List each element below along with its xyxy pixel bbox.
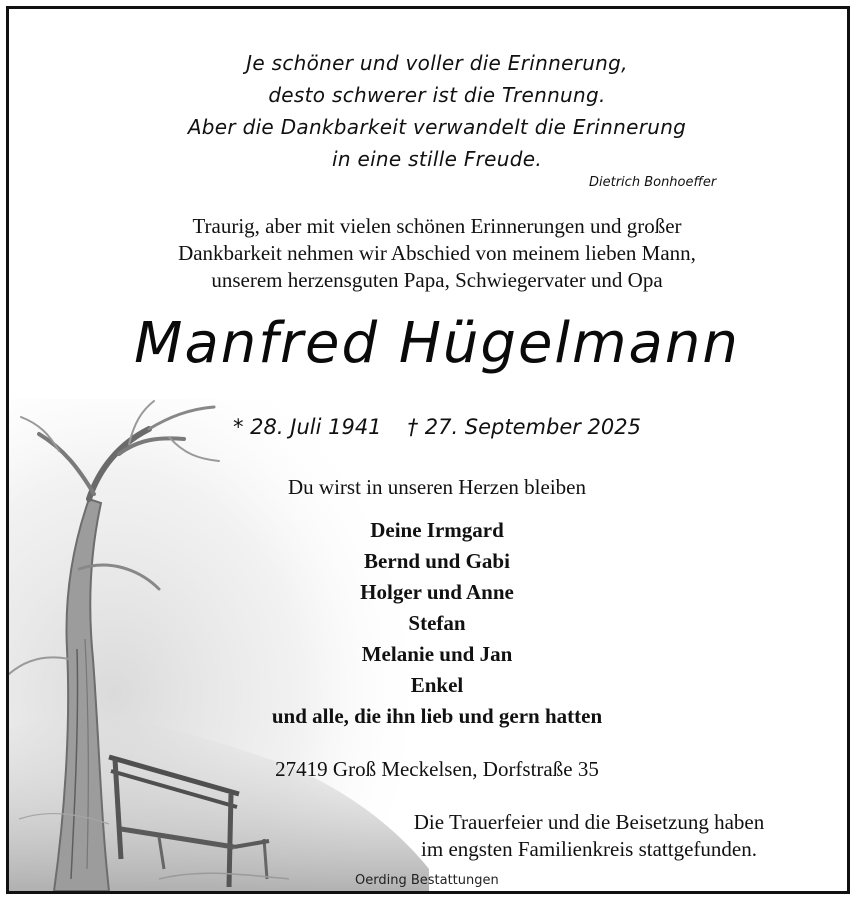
- mourners-list: [9, 515, 850, 732]
- motto: Du wirst in unseren Herzen bleiben: [288, 475, 586, 499]
- quote-author: Dietrich Bonhoeffer: [589, 175, 717, 190]
- undertaker-credit: Oerding Bestattungen: [355, 873, 499, 888]
- mourner-entry: Melanie und Jan: [361, 642, 513, 666]
- quote-line: in eine stille Freude.: [331, 147, 543, 171]
- quote-line: Je schöner und voller die Erinnerung,: [246, 51, 628, 75]
- quote-line: desto schwerer ist die Trennung.: [268, 83, 606, 107]
- intro-line: Traurig, aber mit vielen schönen Erinnerungen und großer: [192, 214, 682, 238]
- life-dates: [9, 415, 850, 439]
- mourner-entry: und alle, die ihn lieb und gern hatten: [271, 704, 603, 728]
- intro-line: Dankbarkeit nehmen wir Abschied von meinem lieben Mann,: [178, 241, 696, 265]
- mourner-entry: Deine Irmgard: [370, 518, 504, 542]
- quote: [9, 47, 850, 175]
- mourner-entry: Bernd und Gabi: [364, 549, 510, 573]
- note-line: Die Trauerfeier und die Beisetzung haben: [413, 810, 765, 834]
- mourner-entry: Stefan: [408, 611, 466, 635]
- mourner-entry: Holger und Anne: [360, 580, 514, 604]
- note-line: im engsten Familienkreis stattgefunden.: [421, 837, 757, 861]
- intro-line: unserem herzensguten Papa, Schwiegervater und Opa: [211, 268, 663, 292]
- birth-date: * 28. Juli 1941: [233, 415, 382, 439]
- death-date: † 27. September 2025: [407, 415, 641, 439]
- address: 27419 Groß Meckelsen, Dorfstraße 35: [275, 757, 599, 781]
- intro-text: [9, 213, 850, 294]
- deceased-name: Manfred Hügelmann: [134, 311, 740, 376]
- funeral-note: [339, 809, 839, 863]
- quote-line: Aber die Dankbarkeit verwandelt die Erinnerung: [187, 115, 687, 139]
- mourner-entry: Enkel: [410, 673, 464, 697]
- obituary-frame: [6, 6, 850, 894]
